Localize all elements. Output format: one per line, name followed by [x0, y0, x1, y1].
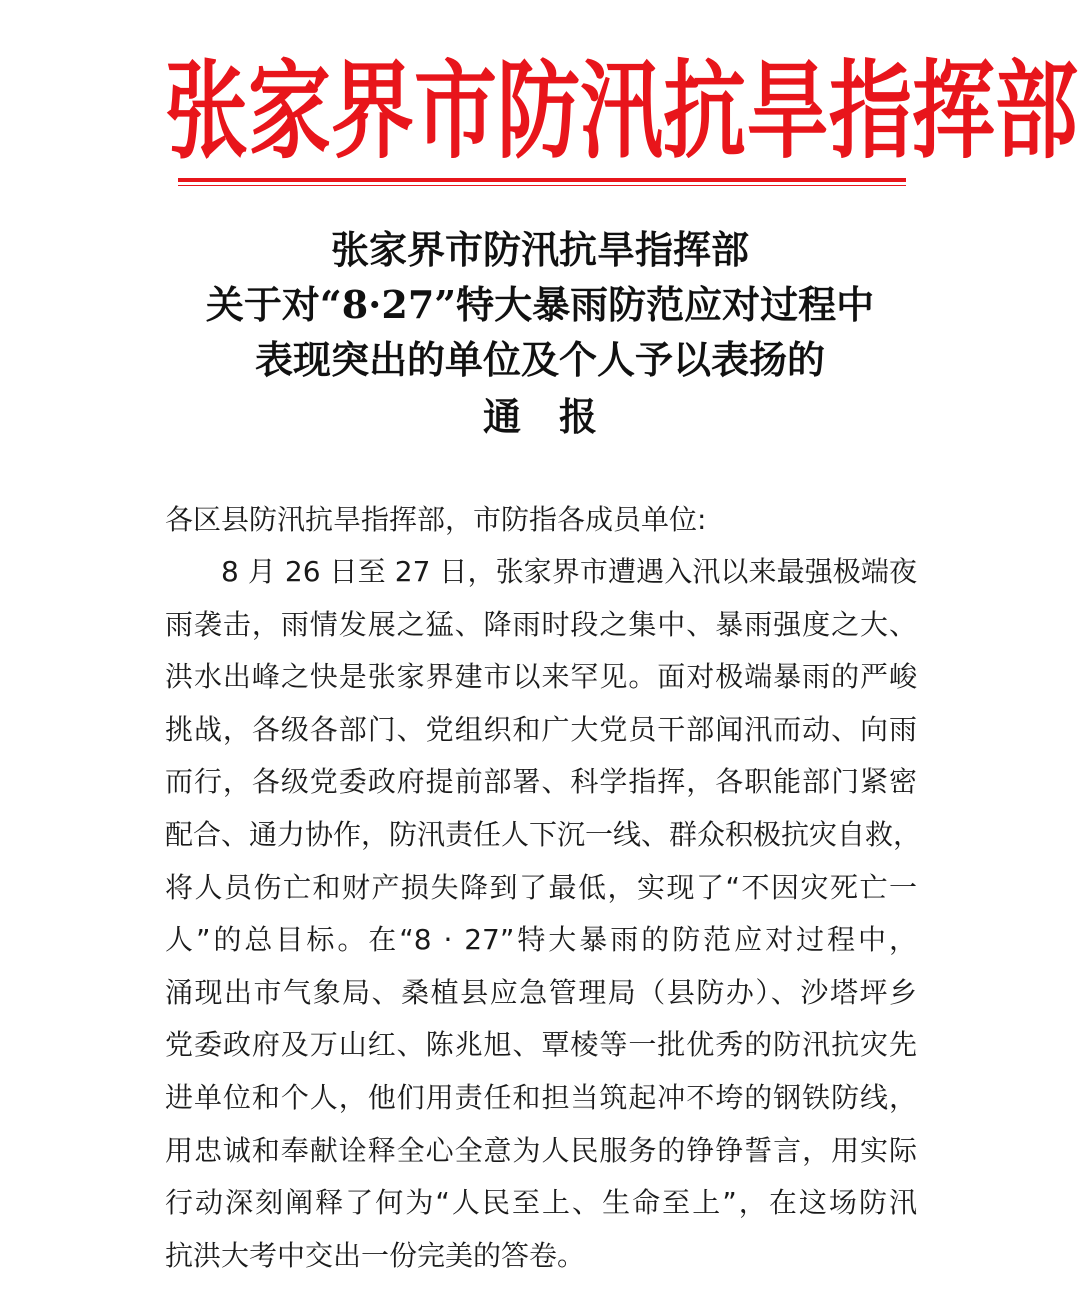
header-red-rule-thick — [178, 178, 906, 182]
paragraph-line: 挑战，各级各部门、党组织和广大党员干部闻汛而动、向雨 — [165, 712, 917, 746]
salutation: 各区县防汛抗旱指挥部，市防指各成员单位: — [165, 503, 707, 536]
paragraph-line: 行动深刻阐释了何为“人民至上、生命至上”，在这场防汛 — [165, 1186, 917, 1220]
paragraph-line: 而行，各级党委政府提前部署、科学指挥，各职能部门紧密 — [165, 765, 917, 799]
title-line-1: 张家界市防汛抗旱指挥部 — [330, 227, 749, 272]
paragraph-line: 将人员伤亡和财产损失降到了最低，实现了“不因灾死亡一 — [165, 870, 917, 904]
paragraph-line: 洪水出峰之快是张家界建市以来罕见。面对极端暴雨的严峻 — [165, 660, 917, 694]
paragraph-line: 涌现出市气象局、桑植县应急管理局（县防办）、沙塔坪乡 — [165, 975, 917, 1009]
paragraph-line: 抗洪大考中交出一份完美的答卷。 — [165, 1238, 586, 1272]
paragraph-line: 8 月 26 日至 27 日，张家界市遭遇入汛以来最强极端夜 — [221, 555, 917, 588]
organization-header: 张家界市防汛抗旱指挥部 — [165, 48, 1078, 174]
paragraph-line: 配合、通力协作，防汛责任人下沉一线、群众积极抗灾自救， — [165, 817, 922, 851]
paragraph-line: 雨袭击，雨情发展之猛、降雨时段之集中、暴雨强度之大、 — [165, 607, 917, 641]
paragraph-line: 进单位和个人，他们用责任和担当筑起冲不垮的钢铁防线， — [165, 1080, 917, 1114]
paragraph-line: 人”的总目标。在“8 · 27”特大暴雨的防范应对过程中， — [165, 923, 917, 957]
title-line-4: 通 报 — [482, 394, 597, 439]
document-body — [165, 494, 922, 1282]
title-line-3: 表现突出的单位及个人予以表扬的 — [254, 337, 825, 382]
title-line-2: 关于对“8·27”特大暴雨防范应对过程中 — [205, 282, 875, 327]
header-red-rule-thin — [178, 185, 906, 186]
document-title — [110, 222, 970, 444]
paragraph-line: 党委政府及万山红、陈兆旭、覃棱等一批优秀的防汛抗灾先 — [165, 1028, 917, 1062]
paragraph-line: 用忠诚和奉献诠释全心全意为人民服务的铮铮誓言，用实际 — [165, 1133, 917, 1167]
